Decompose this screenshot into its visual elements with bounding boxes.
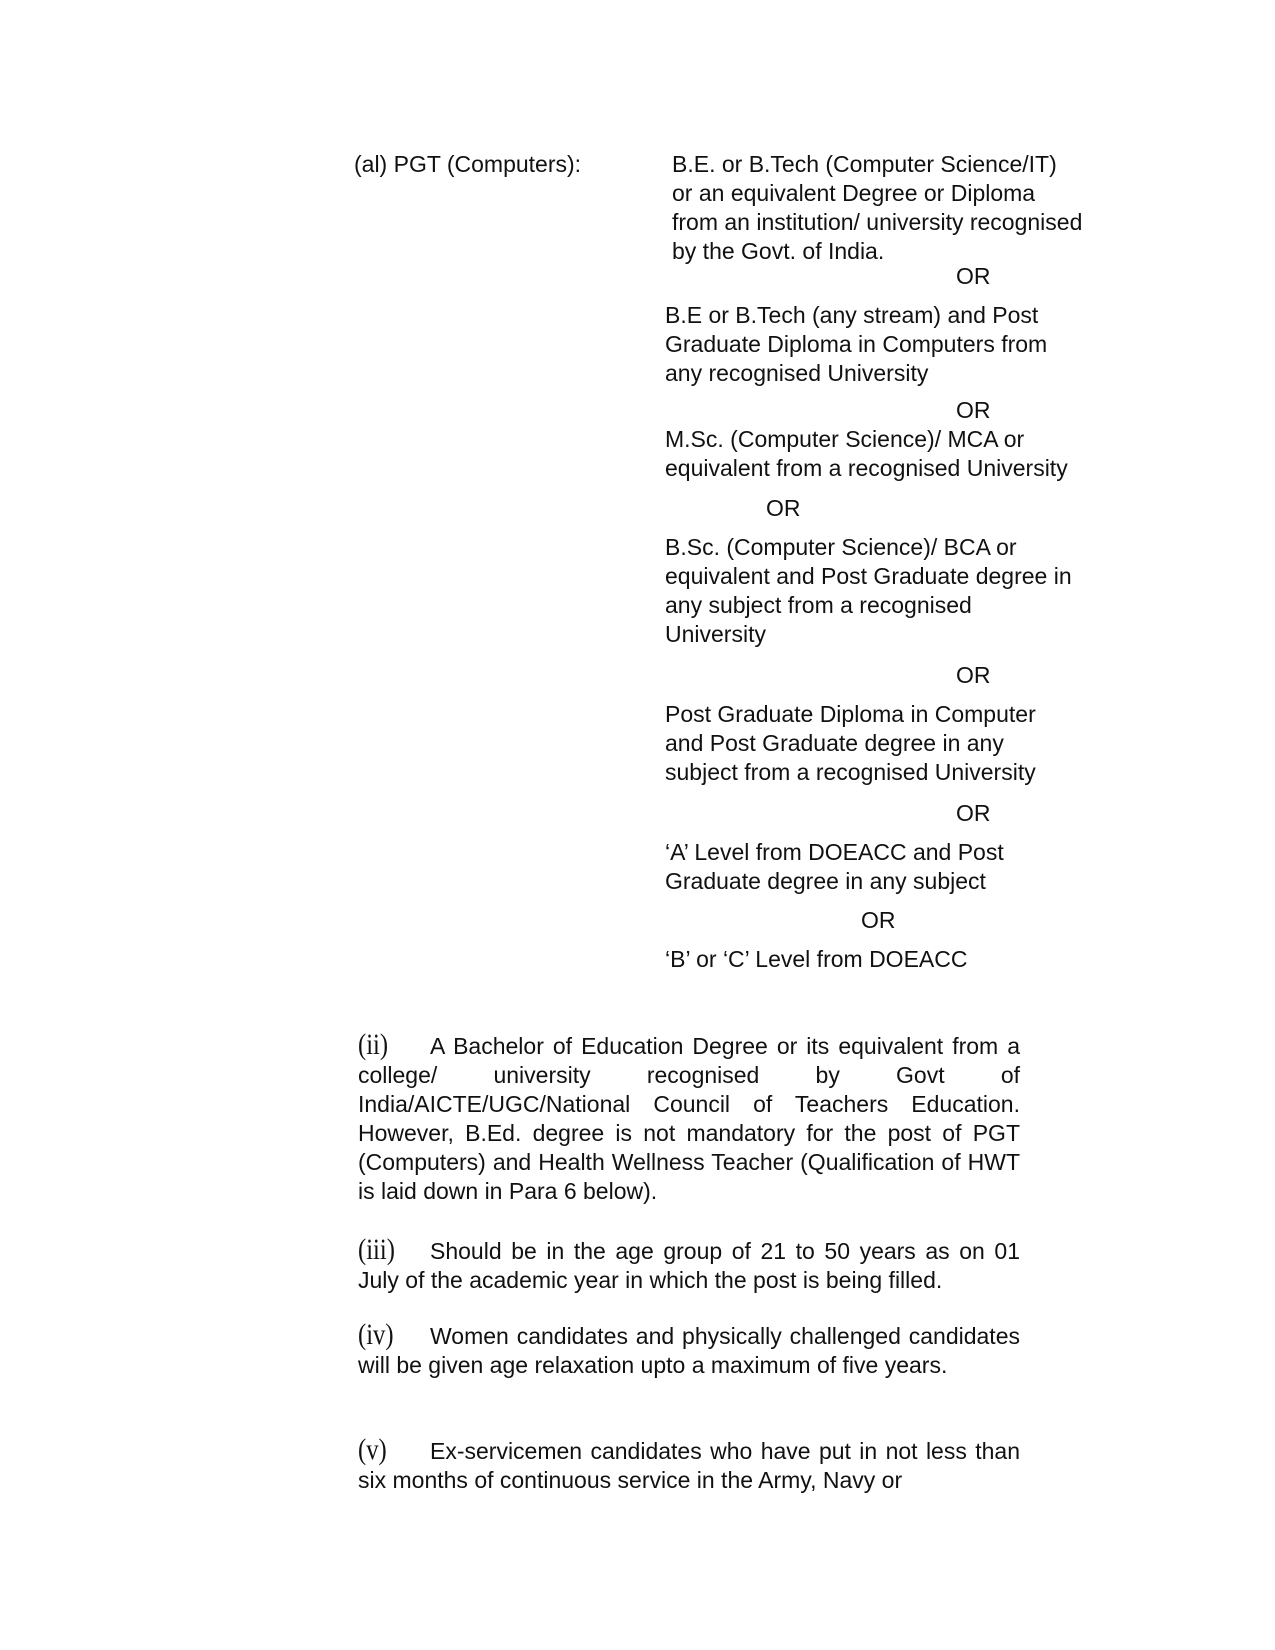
paragraph-iv — [358, 1320, 1020, 1380]
paragraph-numeral: (ii) — [358, 1028, 389, 1061]
or-separator: OR — [956, 397, 991, 423]
qualification-option-6: ‘A’ Level from DOEACC and Post Graduate degree in any subject — [665, 839, 1004, 894]
paragraph-v — [358, 1435, 1020, 1495]
or-separator: OR — [956, 263, 991, 289]
or-separator: OR — [766, 495, 801, 521]
paragraph-numeral: (iii) — [358, 1233, 395, 1266]
item-label: (al) PGT (Computers): — [354, 151, 582, 177]
paragraph-numeral: (v) — [358, 1433, 387, 1466]
qualification-option-4: B.Sc. (Computer Science)/ BCA or equivalent and Post Graduate degree in any subject from a recognised University — [665, 534, 1072, 647]
paragraph-text: A Bachelor of Education Degree or its equivalent from a college/ university recognised by Govt of India/AICTE/UGC/National Council of Teachers Education. However, B.Ed. degree is not mandatory for the post of PGT (Computers) and Health Wellness Teacher (Qualification of HWT is laid down in Para 6 below). — [358, 1033, 1020, 1204]
paragraph-text: Women candidates and physically challenged candidates will be given age relaxation upto a maximum of five years. — [358, 1323, 1020, 1378]
qualification-option-7: ‘B’ or ‘C’ Level from DOEACC — [665, 946, 968, 972]
paragraph-iii — [358, 1235, 1020, 1295]
qualification-option-2: B.E or B.Tech (any stream) and Post Graduate Diploma in Computers from any recognised University — [665, 302, 1048, 386]
paragraph-numeral: (iv) — [358, 1318, 394, 1351]
qualification-option-5: Post Graduate Diploma in Computer and Post Graduate degree in any subject from a recognised University — [665, 701, 1036, 785]
or-separator: OR — [956, 800, 991, 826]
or-separator: OR — [956, 662, 991, 688]
qualification-option-3: M.Sc. (Computer Science)/ MCA or equivalent from a recognised University — [665, 426, 1068, 481]
paragraph-ii — [358, 1030, 1020, 1206]
paragraph-text: Ex-servicemen candidates who have put in not less than six months of continuous service in the Army, Navy or — [358, 1438, 1020, 1493]
paragraph-text: Should be in the age group of 21 to 50 years as on 01 July of the academic year in which the post is being filled. — [358, 1238, 1020, 1293]
or-separator: OR — [861, 907, 896, 933]
qualification-option-1: B.E. or B.Tech (Computer Science/IT) or an equivalent Degree or Diploma from an institution/ university recognised by the Govt. of India. — [672, 151, 1083, 264]
